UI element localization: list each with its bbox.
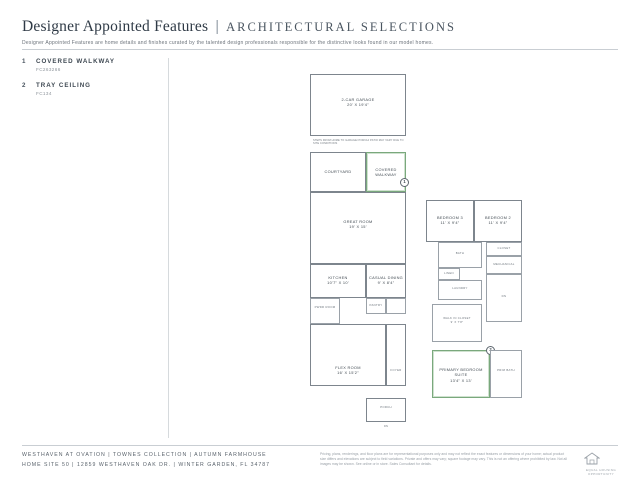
footer-site-line: HOME SITE 50 | 12859 WESTHAVEN OAK DR. | WINTER GARDEN, FL 34787 xyxy=(22,462,271,468)
footer-address xyxy=(22,452,322,472)
room-label: LINEN xyxy=(444,271,454,275)
room-flex-room xyxy=(310,324,386,386)
vertical-divider xyxy=(168,58,169,438)
legend-number: 1 xyxy=(22,58,26,65)
room-label: FOYER xyxy=(390,368,402,372)
legend-code: FC134 xyxy=(36,91,52,96)
room-walk-in-closet xyxy=(432,304,482,342)
title-subheading: ARCHITECTURAL SELECTIONS xyxy=(226,20,456,34)
room-mechanical xyxy=(486,256,522,274)
porch-step-note: DN xyxy=(384,425,388,428)
room-label: WALK IN CLOSET 9' X 7'8" xyxy=(443,316,471,324)
room-covered-walkway xyxy=(366,152,406,192)
room-pwdr-room xyxy=(310,298,340,324)
room-great-room xyxy=(310,192,406,264)
title-main: Designer Appointed Features xyxy=(22,18,209,35)
legend-label: TRAY CEILING xyxy=(36,82,91,89)
title-divider: | xyxy=(215,18,220,35)
legend-number: 2 xyxy=(22,82,26,89)
room-label: BEDROOM 3 11' X 9'4" xyxy=(436,215,464,226)
feature-legend xyxy=(22,58,162,106)
room-courtyard xyxy=(310,152,366,192)
legend-item xyxy=(22,82,162,96)
room-label: PRIMARY BEDROOM SUITE 13'4" X 13' xyxy=(439,367,483,383)
house-icon xyxy=(584,452,600,466)
page-title xyxy=(22,18,618,36)
room-kitchen xyxy=(310,264,366,298)
room-label: COVERED WALKWAY xyxy=(375,167,397,178)
room-label: LAUNDRY xyxy=(452,286,468,290)
utility-closet xyxy=(386,298,406,314)
stairs-down xyxy=(486,274,522,322)
room-label: PWDR ROOM xyxy=(314,305,336,309)
room-casual-dining xyxy=(366,264,406,298)
room-porch xyxy=(366,398,406,422)
room-label: CLOSET xyxy=(497,246,511,250)
room-laundry xyxy=(438,280,482,300)
room-label: FLEX ROOM 16' X 15'2" xyxy=(335,365,361,376)
feature-marker-1: 1 xyxy=(400,178,409,187)
room-bedroom-2 xyxy=(474,200,522,242)
room-label: MECHANICAL xyxy=(493,262,515,266)
footer-community-line: WESTHAVEN AT OVATION | TOWNES COLLECTION | AUTUMN FARMHOUSE xyxy=(22,452,267,458)
floorplan-drawing xyxy=(300,60,600,440)
room-bedroom-3 xyxy=(426,200,474,242)
room-foyer xyxy=(386,324,406,386)
room-label: 2-CAR GARAGE 20' X 19'4" xyxy=(341,97,375,108)
page-header xyxy=(22,18,618,46)
garage-note: STEPS FROM HOME TO GARAGE/ PORCH/ PATIO MAY VARY DUE TO SITE CONDITIONS xyxy=(313,139,404,146)
legend-label: COVERED WALKWAY xyxy=(36,58,116,65)
room-label: BATH xyxy=(455,251,465,255)
room-closet xyxy=(486,242,522,256)
room-bath xyxy=(438,242,482,268)
room-label: KITCHEN 10'7" X 10' xyxy=(327,275,349,286)
room-prim-bath xyxy=(490,350,522,398)
room-label: BEDROOM 2 11' X 9'4" xyxy=(484,215,512,226)
footer-disclaimer xyxy=(320,452,570,467)
room-primary-bedroom-suite xyxy=(432,350,490,398)
page-subtitle: Designer Appointed Features are home details and finishes curated by the talented design professionals responsible for the distinctive looks found in our model homes. xyxy=(22,40,434,46)
room-label: GREAT ROOM 19' X 15' xyxy=(343,219,373,230)
room-label: PRIM BATH xyxy=(497,368,515,372)
room-linen xyxy=(438,268,460,280)
equal-housing-logo xyxy=(584,452,618,476)
legend-code: FC263266 xyxy=(36,67,61,72)
disclaimer-text: Pricing, plans, renderings, and floor plans are for representational purposes only and may not reflect the exact features or dimensions of your home; actual product size differs and elevations are subject to field variations. Private and offers may vary; square footage may vary. This is not an offering where prohibited by law. Not all images may be shown. See online or in store. Sales Consultant for details. xyxy=(320,452,567,466)
room-label: PORCH xyxy=(380,405,392,409)
room-pantry xyxy=(366,298,386,314)
header-divider xyxy=(22,49,618,50)
room-label: CASUAL DINING 9' X 8'4" xyxy=(368,275,404,286)
footer-divider xyxy=(22,445,618,446)
legend-item xyxy=(22,58,162,72)
stair-direction-label: DN xyxy=(501,294,507,298)
room-label: COURTYARD xyxy=(324,169,352,174)
room-2-car-garage xyxy=(310,74,406,136)
room-label: PANTRY xyxy=(369,303,383,307)
logo-caption: EQUAL HOUSING OPPORTUNITY xyxy=(585,468,617,476)
